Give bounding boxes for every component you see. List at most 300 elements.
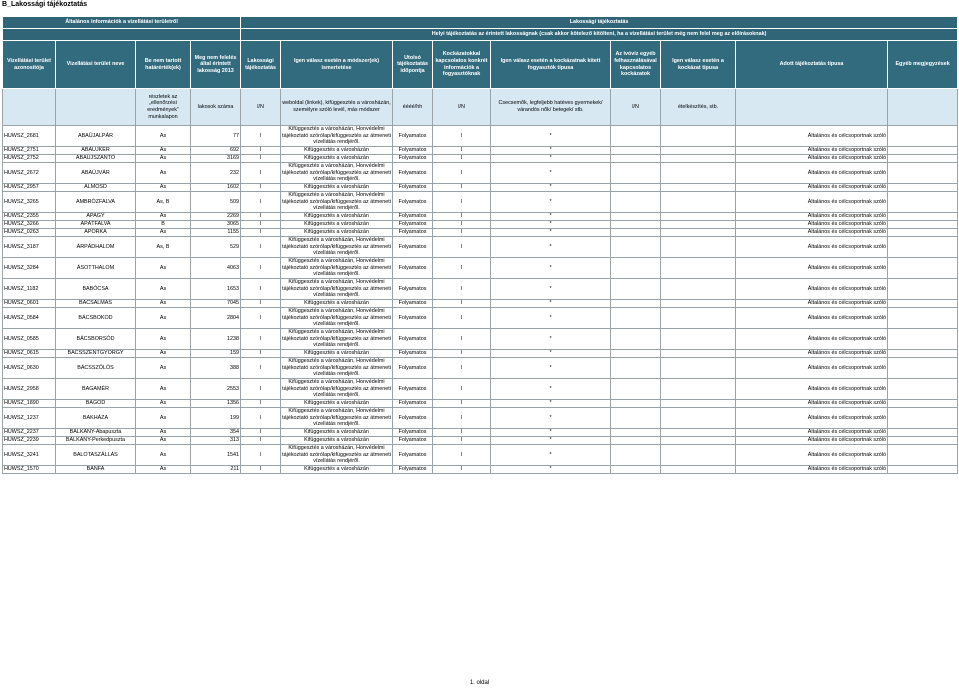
cell-param: As [136,408,191,429]
cell-risk: I [433,237,491,258]
cell-other [611,400,661,408]
unit-header [3,89,56,126]
column-header: Lakossági tájékoztatás [241,41,281,89]
cell-method: Kifüggesztés a városházán, Honvédelmi tájékoztató szórólap/kifüggesztés az átmeneti vízellátás rendjéről. [282,279,391,299]
cell-pop: 211 [191,466,241,474]
cell-method: Kifüggesztés a városházán [281,300,393,308]
cell-risktype [661,258,736,279]
cell-consumers: * [491,358,611,379]
cell-consumers: * [491,237,611,258]
cell-info: I [241,229,281,237]
cell-info: I [241,147,281,155]
cell-id: HUWSZ_2239 [3,437,56,445]
cell-param: As [136,155,191,163]
table-row [3,258,958,279]
cell-consumers: * [491,126,611,147]
cell-consumers: * [491,445,611,466]
cell-param: As [136,329,191,350]
cell-id: HUWSZ_2958 [3,379,56,400]
cell-method: Kifüggesztés a városházán, Honvédelmi tájékoztató szórólap/kifüggesztés az átmeneti vízellátás rendjéről. [282,126,391,146]
cell-infotype: Általános és célcsoportnak szóló [736,192,888,213]
cell-consumers: * [491,437,611,445]
cell-param: As [136,429,191,437]
cell-other [611,192,661,213]
group-header-general: Általános információk a vizellátási területről [3,17,241,29]
cell-risk: I [433,258,491,279]
cell-pop: 4063 [191,258,241,279]
cell-consumers: * [491,350,611,358]
cell-name: BALKÁNY-Perkedpuszta [56,437,136,445]
cell-info: I [241,300,281,308]
table-row [3,147,958,155]
cell-info: I [241,184,281,192]
cell-id: HUWSZ_1570 [3,466,56,474]
column-header: Vizellátási terület azonosítója [3,41,56,89]
page-title: B_Lakossági tájékoztatás [2,1,88,8]
cell-name: AMBRÓZFALVA [56,192,136,213]
cell-other [611,279,661,300]
cell-pop: 1541 [191,445,241,466]
cell-date: Folyamatos [393,400,433,408]
cell-consumers: * [491,308,611,329]
cell-infotype: Általános és célcsoportnak szóló [736,155,888,163]
cell-pop: 199 [191,408,241,429]
cell-pop: 2553 [191,379,241,400]
cell-param: B [136,221,191,229]
table-row [3,126,958,147]
cell-infotype: Általános és célcsoportnak szóló [736,408,888,429]
cell-infotype: Általános és célcsoportnak szóló [736,358,888,379]
column-header: Be nem tartott határérték(ek) [136,41,191,89]
cell-risk: I [433,221,491,229]
cell-method: Kifüggesztés a városházán [281,213,393,221]
cell-method: Kifüggesztés a városházán, Honvédelmi tájékoztató szórólap/kifüggesztés az átmeneti vízellátás rendjéről. [282,379,391,399]
unit-header [736,89,888,126]
cell-consumers: * [491,213,611,221]
cell-id: HUWSZ_2751 [3,147,56,155]
cell-risktype [661,379,736,400]
cell-name: ÁLMOSD [56,184,136,192]
cell-info: I [241,192,281,213]
unit-header: éééé/hh [393,89,433,126]
cell-param: As [136,300,191,308]
cell-pop: 1238 [191,329,241,350]
column-header: Vizellátási terület neve [56,41,136,89]
data-table [2,16,958,474]
cell-date: Folyamatos [393,155,433,163]
cell-param: As [136,445,191,466]
cell-infotype: Általános és célcsoportnak szóló [736,466,888,474]
cell-date: Folyamatos [393,192,433,213]
cell-risktype [661,300,736,308]
cell-date: Folyamatos [393,308,433,329]
cell-info: I [241,237,281,258]
cell-risktype [661,445,736,466]
cell-risktype [661,437,736,445]
cell-info: I [241,379,281,400]
group-header-public-info-title: Lakossági tájékoztatás [569,19,629,25]
cell-param: As [136,147,191,155]
cell-param: As, B [136,237,191,258]
cell-param: As [136,466,191,474]
cell-info: I [241,221,281,229]
cell-infotype: Általános és célcsoportnak szóló [736,221,888,229]
cell-other [611,155,661,163]
table-row [3,221,958,229]
cell-pop: 388 [191,358,241,379]
cell-risk: I [433,329,491,350]
cell-param: As, B [136,192,191,213]
cell-date: Folyamatos [393,147,433,155]
table-body [3,126,958,474]
cell-infotype: Általános és célcsoportnak szóló [736,163,888,184]
cell-other [611,184,661,192]
table-row [3,229,958,237]
cell-infotype: Általános és célcsoportnak szóló [736,329,888,350]
table-row [3,400,958,408]
cell-risktype [661,279,736,300]
column-header: Meg nem felelés által érintett lakosság 2013 [191,41,241,89]
cell-notes [888,329,958,350]
cell-name: BAGOD [56,400,136,408]
cell-risktype [661,408,736,429]
cell-method: Kifüggesztés a városházán, Honvédelmi tájékoztató szórólap/kifüggesztés az átmeneti vízellátás rendjéről. [282,445,391,465]
cell-date: Folyamatos [393,466,433,474]
cell-method: Kifüggesztés a városházán [281,229,393,237]
column-header: Egyéb megjegyzések [888,41,958,89]
cell-method: Kifüggesztés a városházán [281,429,393,437]
cell-name: BÁCSSZŐLŐS [56,358,136,379]
cell-consumers: * [491,300,611,308]
unit-header-row [3,89,958,126]
unit-header: részletek az „ellenőrzési eredmények” munkalapon [136,89,191,126]
cell-id: HUWSZ_1890 [3,400,56,408]
cell-date: Folyamatos [393,213,433,221]
cell-id: HUWSZ_3241 [3,445,56,466]
cell-consumers: * [491,192,611,213]
cell-consumers: * [491,329,611,350]
unit-header: lakosok száma [191,89,241,126]
group-header-public-info [241,17,958,29]
cell-name: BALOTASZÁLLÁS [56,445,136,466]
group-header-general-spacer [3,29,241,41]
cell-method: Kifüggesztés a városházán [281,184,393,192]
table-row [3,429,958,437]
cell-risk: I [433,429,491,437]
column-header: Az ivóvíz egyéb felhasználásával kapcsolatos kockázatok [611,41,661,89]
cell-name: ABAÚJVÁR [56,163,136,184]
column-header: Utolsó tájékoztatás időpontja [393,41,433,89]
cell-param: As [136,358,191,379]
cell-other [611,147,661,155]
cell-risk: I [433,163,491,184]
cell-infotype: Általános és célcsoportnak szóló [736,237,888,258]
table-row [3,358,958,379]
cell-name: BABÓCSA [56,279,136,300]
cell-risktype [661,163,736,184]
cell-info: I [241,155,281,163]
cell-infotype: Általános és célcsoportnak szóló [736,126,888,147]
cell-param: As [136,279,191,300]
cell-other [611,308,661,329]
table-row [3,350,958,358]
cell-risktype [661,429,736,437]
cell-pop: 354 [191,429,241,437]
cell-param: As [136,163,191,184]
cell-name: ABAÚJALPÁR [56,126,136,147]
cell-consumers: * [491,379,611,400]
cell-infotype: Általános és célcsoportnak szóló [736,308,888,329]
cell-consumers: * [491,155,611,163]
cell-id: HUWSZ_0584 [3,308,56,329]
group-subheader-row [3,29,958,41]
cell-method: Kifüggesztés a városházán [281,466,393,474]
table-row [3,300,958,308]
cell-consumers: * [491,147,611,155]
cell-name: BAGAMÉR [56,379,136,400]
cell-param: As [136,379,191,400]
cell-name: APÁTFALVA [56,221,136,229]
column-header: Igen válasz esetén a módszer(ek) ismertetése [281,41,393,89]
cell-id: HUWSZ_3265 [3,192,56,213]
cell-risk: I [433,466,491,474]
cell-consumers: * [491,229,611,237]
cell-method: Kifüggesztés a városházán, Honvédelmi tájékoztató szórólap/kifüggesztés az átmeneti vízellátás rendjéről. [282,163,391,183]
cell-consumers: * [491,258,611,279]
cell-other [611,329,661,350]
cell-method: Kifüggesztés a városházán [281,437,393,445]
unit-header [56,89,136,126]
cell-notes [888,147,958,155]
cell-consumers: * [491,279,611,300]
cell-method: Kifüggesztés a városházán, Honvédelmi tájékoztató szórólap/kifüggesztés az átmeneti vízellátás rendjéről. [282,308,391,328]
cell-name: ABAÚJSZÁNTÓ [56,155,136,163]
cell-other [611,126,661,147]
cell-id: HUWSZ_0601 [3,300,56,308]
cell-id: HUWSZ_2957 [3,184,56,192]
cell-pop: 313 [191,437,241,445]
cell-risktype [661,466,736,474]
cell-other [611,379,661,400]
cell-method: Kifüggesztés a városházán, Honvédelmi tájékoztató szórólap/kifüggesztés az átmeneti vízellátás rendjéről. [282,192,391,212]
cell-other [611,258,661,279]
cell-id: HUWSZ_0585 [3,329,56,350]
cell-notes [888,279,958,300]
cell-notes [888,308,958,329]
column-header: Igen válasz esetén a kockázatnak kitett fogyasztók típusa [491,41,611,89]
cell-info: I [241,437,281,445]
cell-date: Folyamatos [393,329,433,350]
cell-param: As [136,229,191,237]
cell-date: Folyamatos [393,358,433,379]
cell-risk: I [433,358,491,379]
cell-pop: 692 [191,147,241,155]
cell-method: Kifüggesztés a városházán [281,155,393,163]
cell-name: BALKÁNY-Abapuszta [56,429,136,437]
table-row [3,237,958,258]
unit-header: I/N [611,89,661,126]
cell-id: HUWSZ_0615 [3,350,56,358]
cell-risktype [661,147,736,155]
cell-pop: 1602 [191,184,241,192]
cell-name: BAKHÁZA [56,408,136,429]
cell-method: Kifüggesztés a városházán, Honvédelmi tájékoztató szórólap/kifüggesztés az átmeneti vízellátás rendjéről. [282,237,391,257]
cell-notes [888,258,958,279]
cell-consumers: * [491,466,611,474]
cell-risk: I [433,126,491,147]
cell-info: I [241,350,281,358]
column-header: Adott tájékoztatás típusa [736,41,888,89]
cell-name: BÁCSBORSÓD [56,329,136,350]
cell-date: Folyamatos [393,408,433,429]
cell-date: Folyamatos [393,300,433,308]
cell-risktype [661,213,736,221]
cell-risk: I [433,379,491,400]
cell-id: HUWSZ_2355 [3,213,56,221]
cell-method: Kifüggesztés a városházán [281,147,393,155]
table-row [3,213,958,221]
cell-notes [888,400,958,408]
cell-risktype [661,308,736,329]
table-row [3,466,958,474]
cell-risktype [661,400,736,408]
cell-infotype: Általános és célcsoportnak szóló [736,350,888,358]
cell-date: Folyamatos [393,379,433,400]
cell-info: I [241,126,281,147]
cell-pop: 159 [191,350,241,358]
cell-name: ÁSOTTHALOM [56,258,136,279]
unit-header: Csecsemők, legfeljebb hatéves gyermekek/ várandós nők/ betegek/ stb. [491,89,611,126]
cell-notes [888,237,958,258]
unit-header: ételkészítés, stb. [661,89,736,126]
cell-other [611,408,661,429]
cell-pop: 1653 [191,279,241,300]
cell-name: ÁPORKA [56,229,136,237]
cell-infotype: Általános és célcsoportnak szóló [736,300,888,308]
cell-param: As [136,400,191,408]
cell-other [611,229,661,237]
cell-method: Kifüggesztés a városházán [281,400,393,408]
cell-name: BÁCSBOKOD [56,308,136,329]
cell-infotype: Általános és célcsoportnak szóló [736,213,888,221]
cell-param: As [136,308,191,329]
cell-other [611,237,661,258]
cell-notes [888,445,958,466]
cell-other [611,163,661,184]
cell-info: I [241,163,281,184]
cell-pop: 3169 [191,155,241,163]
table-row [3,308,958,329]
cell-info: I [241,466,281,474]
cell-consumers: * [491,400,611,408]
cell-notes [888,358,958,379]
cell-pop: 2804 [191,308,241,329]
cell-risktype [661,237,736,258]
cell-param: As [136,437,191,445]
cell-date: Folyamatos [393,163,433,184]
table-row [3,163,958,184]
cell-consumers: * [491,429,611,437]
cell-method: Kifüggesztés a városházán [281,350,393,358]
cell-info: I [241,400,281,408]
cell-infotype: Általános és célcsoportnak szóló [736,279,888,300]
cell-param: As [136,350,191,358]
cell-consumers: * [491,408,611,429]
group-header-row [3,17,958,29]
cell-consumers: * [491,221,611,229]
cell-other [611,350,661,358]
table-row [3,279,958,300]
cell-info: I [241,329,281,350]
cell-risktype [661,184,736,192]
cell-notes [888,213,958,221]
unit-header: I/N [241,89,281,126]
cell-risk: I [433,308,491,329]
cell-date: Folyamatos [393,429,433,437]
cell-name: BÁCSALMÁS [56,300,136,308]
cell-name: BÁCSSZENTGYÖRGY [56,350,136,358]
cell-param: As [136,184,191,192]
cell-info: I [241,358,281,379]
cell-consumers: * [491,184,611,192]
cell-infotype: Általános és célcsoportnak szóló [736,147,888,155]
cell-pop: 509 [191,192,241,213]
table-row [3,437,958,445]
cell-infotype: Általános és célcsoportnak szóló [736,437,888,445]
cell-notes [888,437,958,445]
cell-notes [888,163,958,184]
cell-notes [888,155,958,163]
cell-risktype [661,192,736,213]
unit-header: I/N [433,89,491,126]
cell-risk: I [433,147,491,155]
cell-date: Folyamatos [393,258,433,279]
column-header: Kockázatokkal kapcsolatos konkrét információk a fogyasztóknak [433,41,491,89]
cell-other [611,445,661,466]
cell-risktype [661,358,736,379]
cell-risk: I [433,155,491,163]
cell-id: HUWSZ_0630 [3,358,56,379]
cell-other [611,213,661,221]
cell-param: As [136,213,191,221]
cell-id: HUWSZ_3266 [3,221,56,229]
cell-date: Folyamatos [393,350,433,358]
cell-notes [888,126,958,147]
cell-risk: I [433,229,491,237]
cell-other [611,466,661,474]
cell-id: HUWSZ_2237 [3,429,56,437]
cell-notes [888,466,958,474]
cell-other [611,437,661,445]
cell-method: Kifüggesztés a városházán, Honvédelmi tájékoztató szórólap/kifüggesztés az átmeneti vízellátás rendjéről. [282,258,391,278]
cell-method: Kifüggesztés a városházán, Honvédelmi tájékoztató szórólap/kifüggesztés az átmeneti vízellátás rendjéről. [282,408,391,428]
cell-method: Kifüggesztés a városházán [281,221,393,229]
table-row [3,329,958,350]
cell-risk: I [433,408,491,429]
cell-method: Kifüggesztés a városházán, Honvédelmi tájékoztató szórólap/kifüggesztés az átmeneti vízellátás rendjéről. [282,329,391,349]
cell-notes [888,408,958,429]
cell-date: Folyamatos [393,445,433,466]
cell-risk: I [433,350,491,358]
cell-id: HUWSZ_2752 [3,155,56,163]
cell-name: APAGY [56,213,136,221]
cell-infotype: Általános és célcsoportnak szóló [736,184,888,192]
cell-risktype [661,126,736,147]
cell-pop: 1155 [191,229,241,237]
table-row [3,155,958,163]
cell-param: As [136,126,191,147]
cell-infotype: Általános és célcsoportnak szóló [736,379,888,400]
